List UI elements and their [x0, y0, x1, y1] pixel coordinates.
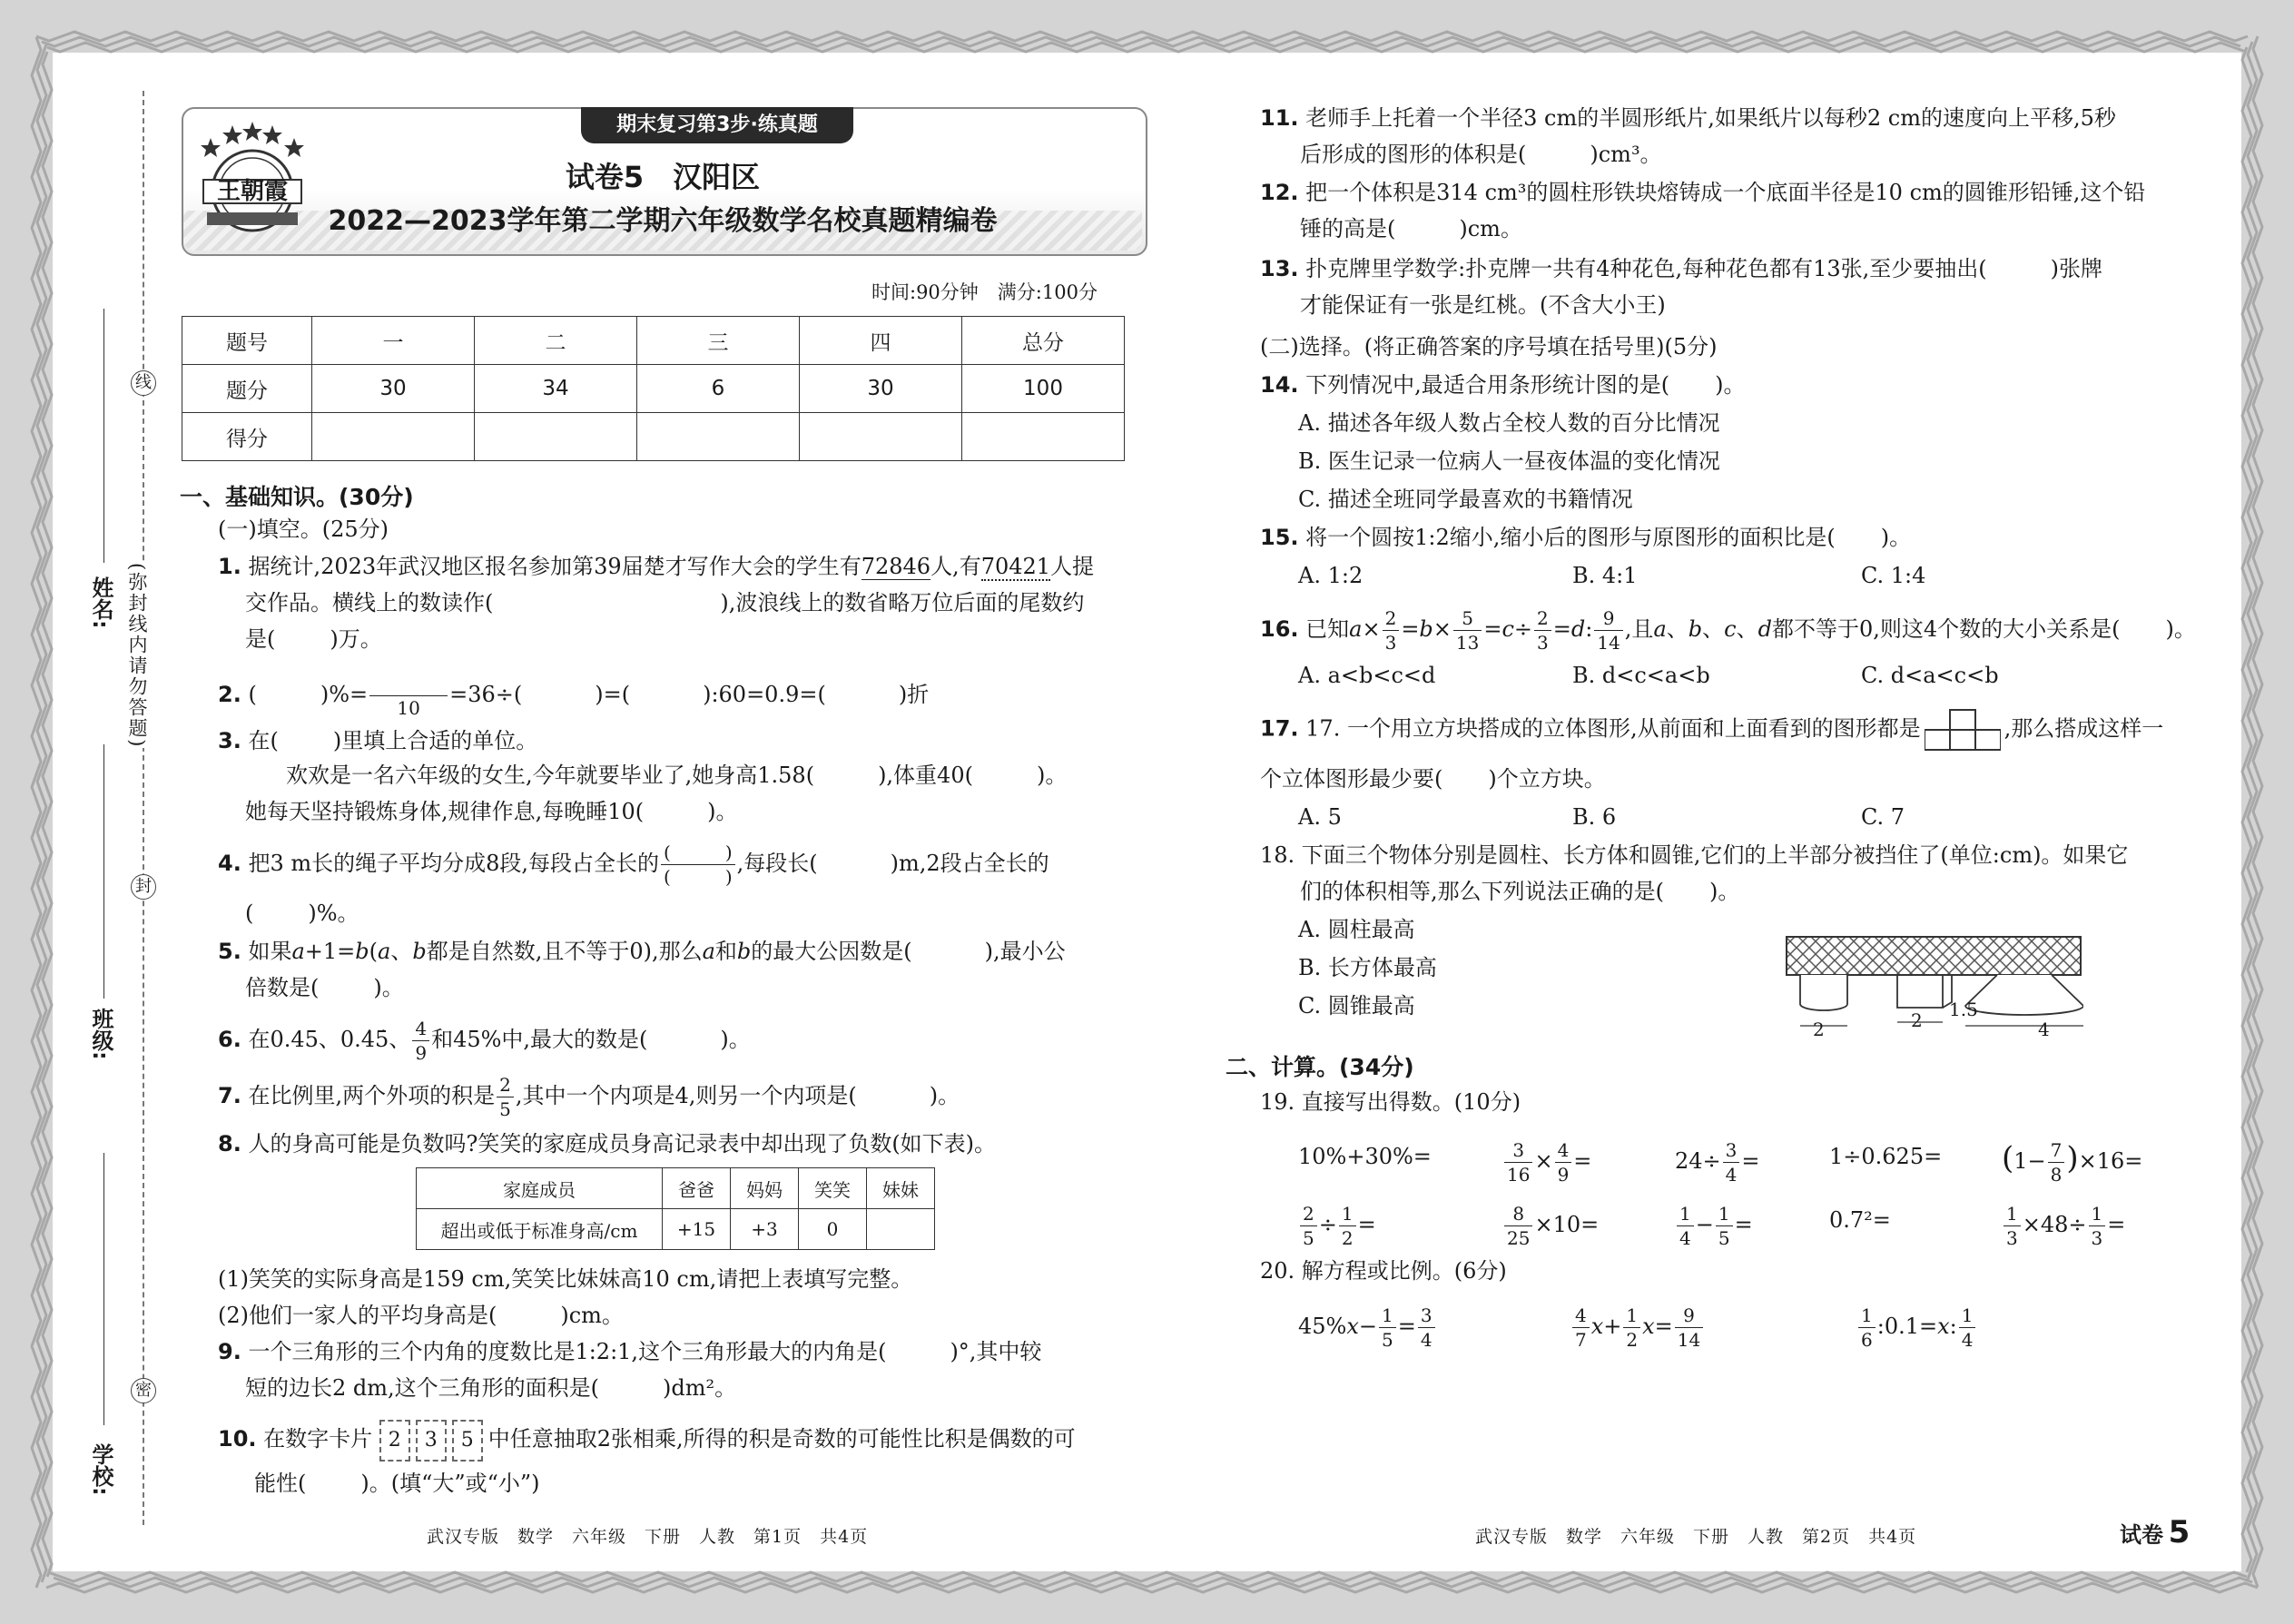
calc-8: $\frac{1}{4}$ − $\frac{1}{5}$ =: [1675, 1202, 1753, 1250]
question-3: 3. 在( )里填上合适的单位。: [218, 728, 538, 753]
score-table: [182, 316, 1125, 461]
footer-right: 武汉专版 数学 六年级 下册 人教 第2页 共4页: [1475, 1527, 1917, 1547]
cone-base: [1965, 975, 2083, 1015]
number-card: 3: [416, 1420, 447, 1462]
calc-6: $\frac{2}{5}$ ÷ $\frac{1}{2}$ =: [1298, 1202, 1376, 1250]
question-13: 13. 扑克牌里学数学:扑克牌一共有4种花色,每种花色都有13张,至少要抽出( )张牌: [1260, 256, 2103, 281]
question-8-part1: (1)笑笑的实际身高是159 cm,笑笑比妹妹高10 cm,请把上表填写完整。: [218, 1266, 913, 1292]
step-label: 期末复习第3步·练真题: [616, 113, 818, 136]
question-17-option-b[interactable]: B. 6: [1572, 804, 1617, 830]
question-1: 1. 据统计,2023年武汉地区报名参加第39届楚才写作大会的学生有72846人,有70421人提: [218, 554, 1095, 579]
score-table-row: [182, 365, 1125, 413]
question-19: 19. 直接写出得数。(10分): [1260, 1089, 1521, 1115]
question-4-line2: ( )%。: [245, 901, 359, 926]
question-15: 15. 将一个圆按1:2缩小,缩小后的图形与原图形的面积比是( )。: [1260, 525, 1912, 550]
question-12: 12. 把一个体积是314 cm³的圆柱形铁块熔铸成一个底面半径是10 cm的圆锥形铅锤,这个铅: [1260, 180, 2146, 205]
score-table-cell: 总分: [962, 317, 1125, 365]
family-table-cell: 妹妹: [867, 1168, 935, 1209]
cube-view-icon: [1925, 708, 2001, 752]
family-table-cell: 0: [799, 1209, 867, 1250]
binding-notice: (弥封线内请勿答题): [123, 563, 151, 748]
family-table-cell: 超出或低于标准身高/cm: [417, 1209, 663, 1250]
binding-line-mark: 线: [131, 370, 156, 396]
calc-5: (1− $\frac{7}{8}$ )×16=: [2002, 1139, 2143, 1186]
paper-title: 试卷5 汉阳区: [565, 160, 761, 194]
calc-3: 24÷ $\frac{3}{4}$ =: [1675, 1139, 1760, 1186]
question-12-line2: 锤的高是( )cm。: [1300, 216, 1522, 241]
question-18-line2: 们的体积相等,那么下列说法正确的是( )。: [1300, 879, 1740, 904]
family-table-row: [417, 1209, 935, 1250]
score-table-cell: 6: [637, 365, 800, 413]
question-15-option-b[interactable]: B. 4:1: [1572, 563, 1638, 588]
question-9: 9. 一个三角形的三个内角的度数比是1:2:1,这个三角形最大的内角是( )°,其中较: [218, 1339, 1042, 1364]
school-field[interactable]: [103, 1153, 104, 1425]
calc-10: $\frac{1}{3}$ ×48÷ $\frac{1}{3}$ =: [2002, 1202, 2125, 1250]
question-14-option-b[interactable]: B. 医生记录一位病人一昼夜体温的变化情况: [1298, 448, 1720, 474]
cuboid-base: [1897, 975, 1952, 1008]
score-table-cell: 34: [475, 365, 637, 413]
question-15-option-c[interactable]: C. 1:4: [1861, 563, 1926, 588]
score-table-cell: 题分: [182, 365, 312, 413]
name-label: 姓名:: [88, 576, 113, 629]
question-5: 5. 如果a+1=b(a、b都是自然数,且不等于0),那么a和b的最大公因数是( ),最小公: [218, 939, 1066, 964]
fig-label-cuboid: 2: [1911, 1009, 1923, 1031]
question-7: 7. 在比例里,两个外项的积是 $\frac{2}{5}$ ,其中一个内项是4,则另一个内项是( )。: [218, 1074, 960, 1120]
equation-2: $\frac{4}{7}$ x+ $\frac{1}{2}$ x= $\frac{9}{14}$: [1570, 1304, 1705, 1352]
equation-1: 45%x− $\frac{1}{5}$ = $\frac{3}{4}$: [1298, 1304, 1437, 1352]
cylinder-base: [1800, 975, 1847, 1010]
score-entry-cell[interactable]: [475, 413, 637, 461]
question-14-option-a[interactable]: A. 描述各年级人数占全校人数的百分比情况: [1298, 410, 1720, 436]
logo-text: 王朝霞: [216, 178, 288, 205]
question-8-part2: (2)他们一家人的平均身高是( )cm。: [218, 1303, 624, 1328]
family-height-table: [416, 1167, 935, 1250]
score-table-cell: 得分: [182, 413, 312, 461]
family-table-cell: 家庭成员: [417, 1168, 663, 1209]
question-16: 16. 已知a× $\frac{2}{3}$ =b× $\frac{5}{13}$ =c÷ $\frac{2}{3}$ =d: $\frac{9}{14}$ ,且a、b、c、d都不等于0,则这4个数的大小关系是( )。: [1260, 607, 2196, 654]
calc-7: $\frac{8}{25}$ ×10=: [1502, 1202, 1599, 1250]
paper-badge: 试卷 5: [2120, 1514, 2191, 1550]
question-17: 17. 17. 一个用立方块搭成的立体图形,从前面和上面看到的图形都是 ,那么搭成这样一: [1260, 708, 2163, 752]
calc-4: 1÷0.625=: [1829, 1144, 1943, 1169]
name-field[interactable]: [103, 309, 104, 563]
paper-subtitle: 2022—2023学年第二学期六年级数学名校真题精编卷: [328, 205, 998, 237]
family-table-cell: 爸爸: [663, 1168, 731, 1209]
score-table-row: [182, 317, 1125, 365]
score-entry-cell[interactable]: [800, 413, 962, 461]
equation-3: $\frac{1}{6}$ :0.1=x: $\frac{1}{4}$: [1856, 1304, 1977, 1352]
question-14: 14. 下列情况中,最适合用条形统计图的是( )。: [1260, 372, 1746, 398]
family-table-cell: 笑笑: [799, 1168, 867, 1209]
family-table-cell: 妈妈: [731, 1168, 799, 1209]
question-15-option-a[interactable]: A. 1:2: [1298, 563, 1364, 588]
score-entry-cell[interactable]: [962, 413, 1125, 461]
family-table-cell: [867, 1209, 935, 1250]
score-table-cell: 30: [312, 365, 475, 413]
class-field[interactable]: [103, 744, 104, 999]
score-entry-cell[interactable]: [312, 413, 475, 461]
calc-9: 0.7²=: [1829, 1207, 1891, 1233]
score-table-cell: 100: [962, 365, 1125, 413]
question-17-option-a[interactable]: A. 5: [1298, 804, 1342, 830]
question-3-line3: 她每天坚持锻炼身体,规律作息,每晚睡10( )。: [245, 799, 738, 824]
footer-left: 武汉专版 数学 六年级 下册 人教 第1页 共4页: [427, 1527, 869, 1547]
score-table-row: [182, 413, 1125, 461]
question-10-line2: 能性( )。(填“大”或“小”): [254, 1471, 540, 1496]
time-info: 时间:90分钟 满分:100分: [871, 281, 1098, 303]
question-16-option-b[interactable]: B. d<c<a<b: [1572, 663, 1710, 688]
family-table-row: [417, 1168, 935, 1209]
question-16-option-c[interactable]: C. d<a<c<b: [1861, 663, 1999, 688]
binding-mark-mark: 密: [131, 1378, 156, 1403]
number-card: 2: [379, 1420, 410, 1462]
binding-seal-mark: 封: [131, 874, 156, 900]
score-table-cell: 四: [800, 317, 962, 365]
question-4: 4. 把3 m长的绳子平均分成8段,每段占全长的 $\frac{( )}{( )}$ ,每段长( )m,2段占全长的: [218, 842, 1049, 888]
question-11: 11. 老师手上托着一个半径3 cm的半圆形纸片,如果纸片以每秒2 cm的速度向上平移,5秒: [1260, 105, 2116, 131]
question-2: 2. ( )%= 10 =36÷( )=( ):60=0.9=( )折: [218, 672, 929, 720]
question-18: 18. 下面三个物体分别是圆柱、长方体和圆锥,它们的上半部分被挡住了(单位:cm)。如果它: [1260, 842, 2129, 868]
calc-2: $\frac{3}{16}$ × $\frac{4}{9}$ =: [1502, 1138, 1591, 1186]
question-5-line2: 倍数是( )。: [245, 975, 404, 1000]
question-11-line2: 后形成的图形的体积是( )cm³。: [1300, 142, 1662, 167]
fig-label-cuboid-depth: 1.5: [1949, 999, 1978, 1020]
question-3-line2: 欢欢是一名六年级的女生,今年就要毕业了,她身高1.58( ),体重40( )。: [286, 763, 1068, 788]
school-label: 学校:: [88, 1443, 113, 1496]
question-20: 20. 解方程或比例。(6分): [1260, 1258, 1507, 1284]
question-18-option-a[interactable]: A. 圆柱最高: [1298, 917, 1415, 942]
class-label: 班级:: [88, 1008, 113, 1060]
question-18-option-c[interactable]: C. 圆锥最高: [1298, 993, 1415, 1019]
question-9-line2: 短的边长2 dm,这个三角形的面积是( )dm²。: [245, 1375, 737, 1401]
fig-label-cone: 4: [2038, 1019, 2050, 1040]
score-entry-cell[interactable]: [637, 413, 800, 461]
score-table-cell: 二: [475, 317, 637, 365]
question-13-line2: 才能保证有一张是红桃。(不含大小王): [1300, 292, 1666, 318]
question-17-option-c[interactable]: C. 7: [1861, 804, 1905, 830]
score-table-cell: 30: [800, 365, 962, 413]
cover-board: [1787, 937, 2081, 975]
question-1-line3: 是( )万。: [245, 626, 382, 652]
score-table-cell: 题号: [182, 317, 312, 365]
question-8: 8. 人的身高可能是负数吗?笑笑的家庭成员身高记录表中却出现了负数(如下表)。: [218, 1131, 997, 1156]
section-2-heading: 二、计算。(34分): [1226, 1054, 1414, 1080]
subsection-choice-heading: (二)选择。(将正确答案的序号填在括号里)(5分): [1260, 334, 1718, 359]
fig-label-cylinder: 2: [1813, 1019, 1825, 1040]
question-18-option-b[interactable]: B. 长方体最高: [1298, 955, 1437, 980]
question-6: 6. 在0.45、0.4̇5̇、 $\frac{4}{9}$ 和45%中,最大的数是( )。: [218, 1018, 751, 1064]
subsection-fill-heading: (一)填空。(25分): [218, 517, 389, 542]
number-card: 5: [452, 1420, 483, 1462]
question-14-option-c[interactable]: C. 描述全班同学最喜欢的书籍情况: [1298, 487, 1633, 512]
binding-strip: [73, 82, 163, 1552]
question-16-option-a[interactable]: A. a<b<c<d: [1298, 663, 1436, 688]
question-10: 10. 在数字卡片 2 3 5 中任意抽取2张相乘,所得的积是奇数的可能性比积是偶数的可: [218, 1420, 1076, 1462]
section-1-heading: 一、基础知识。(30分): [180, 484, 414, 510]
score-table-cell: 三: [637, 317, 800, 365]
family-table-cell: +3: [731, 1209, 799, 1250]
question-1-line2: 交作品。横线上的数读作( ),波浪线上的数省略万位后面的尾数约: [245, 590, 1085, 615]
question-17-line2: 个立体图形最少要( )个立方块。: [1260, 766, 1606, 792]
family-table-cell: +15: [663, 1209, 731, 1250]
calc-1: 10%+30%=: [1298, 1144, 1432, 1169]
score-table-cell: 一: [312, 317, 475, 365]
